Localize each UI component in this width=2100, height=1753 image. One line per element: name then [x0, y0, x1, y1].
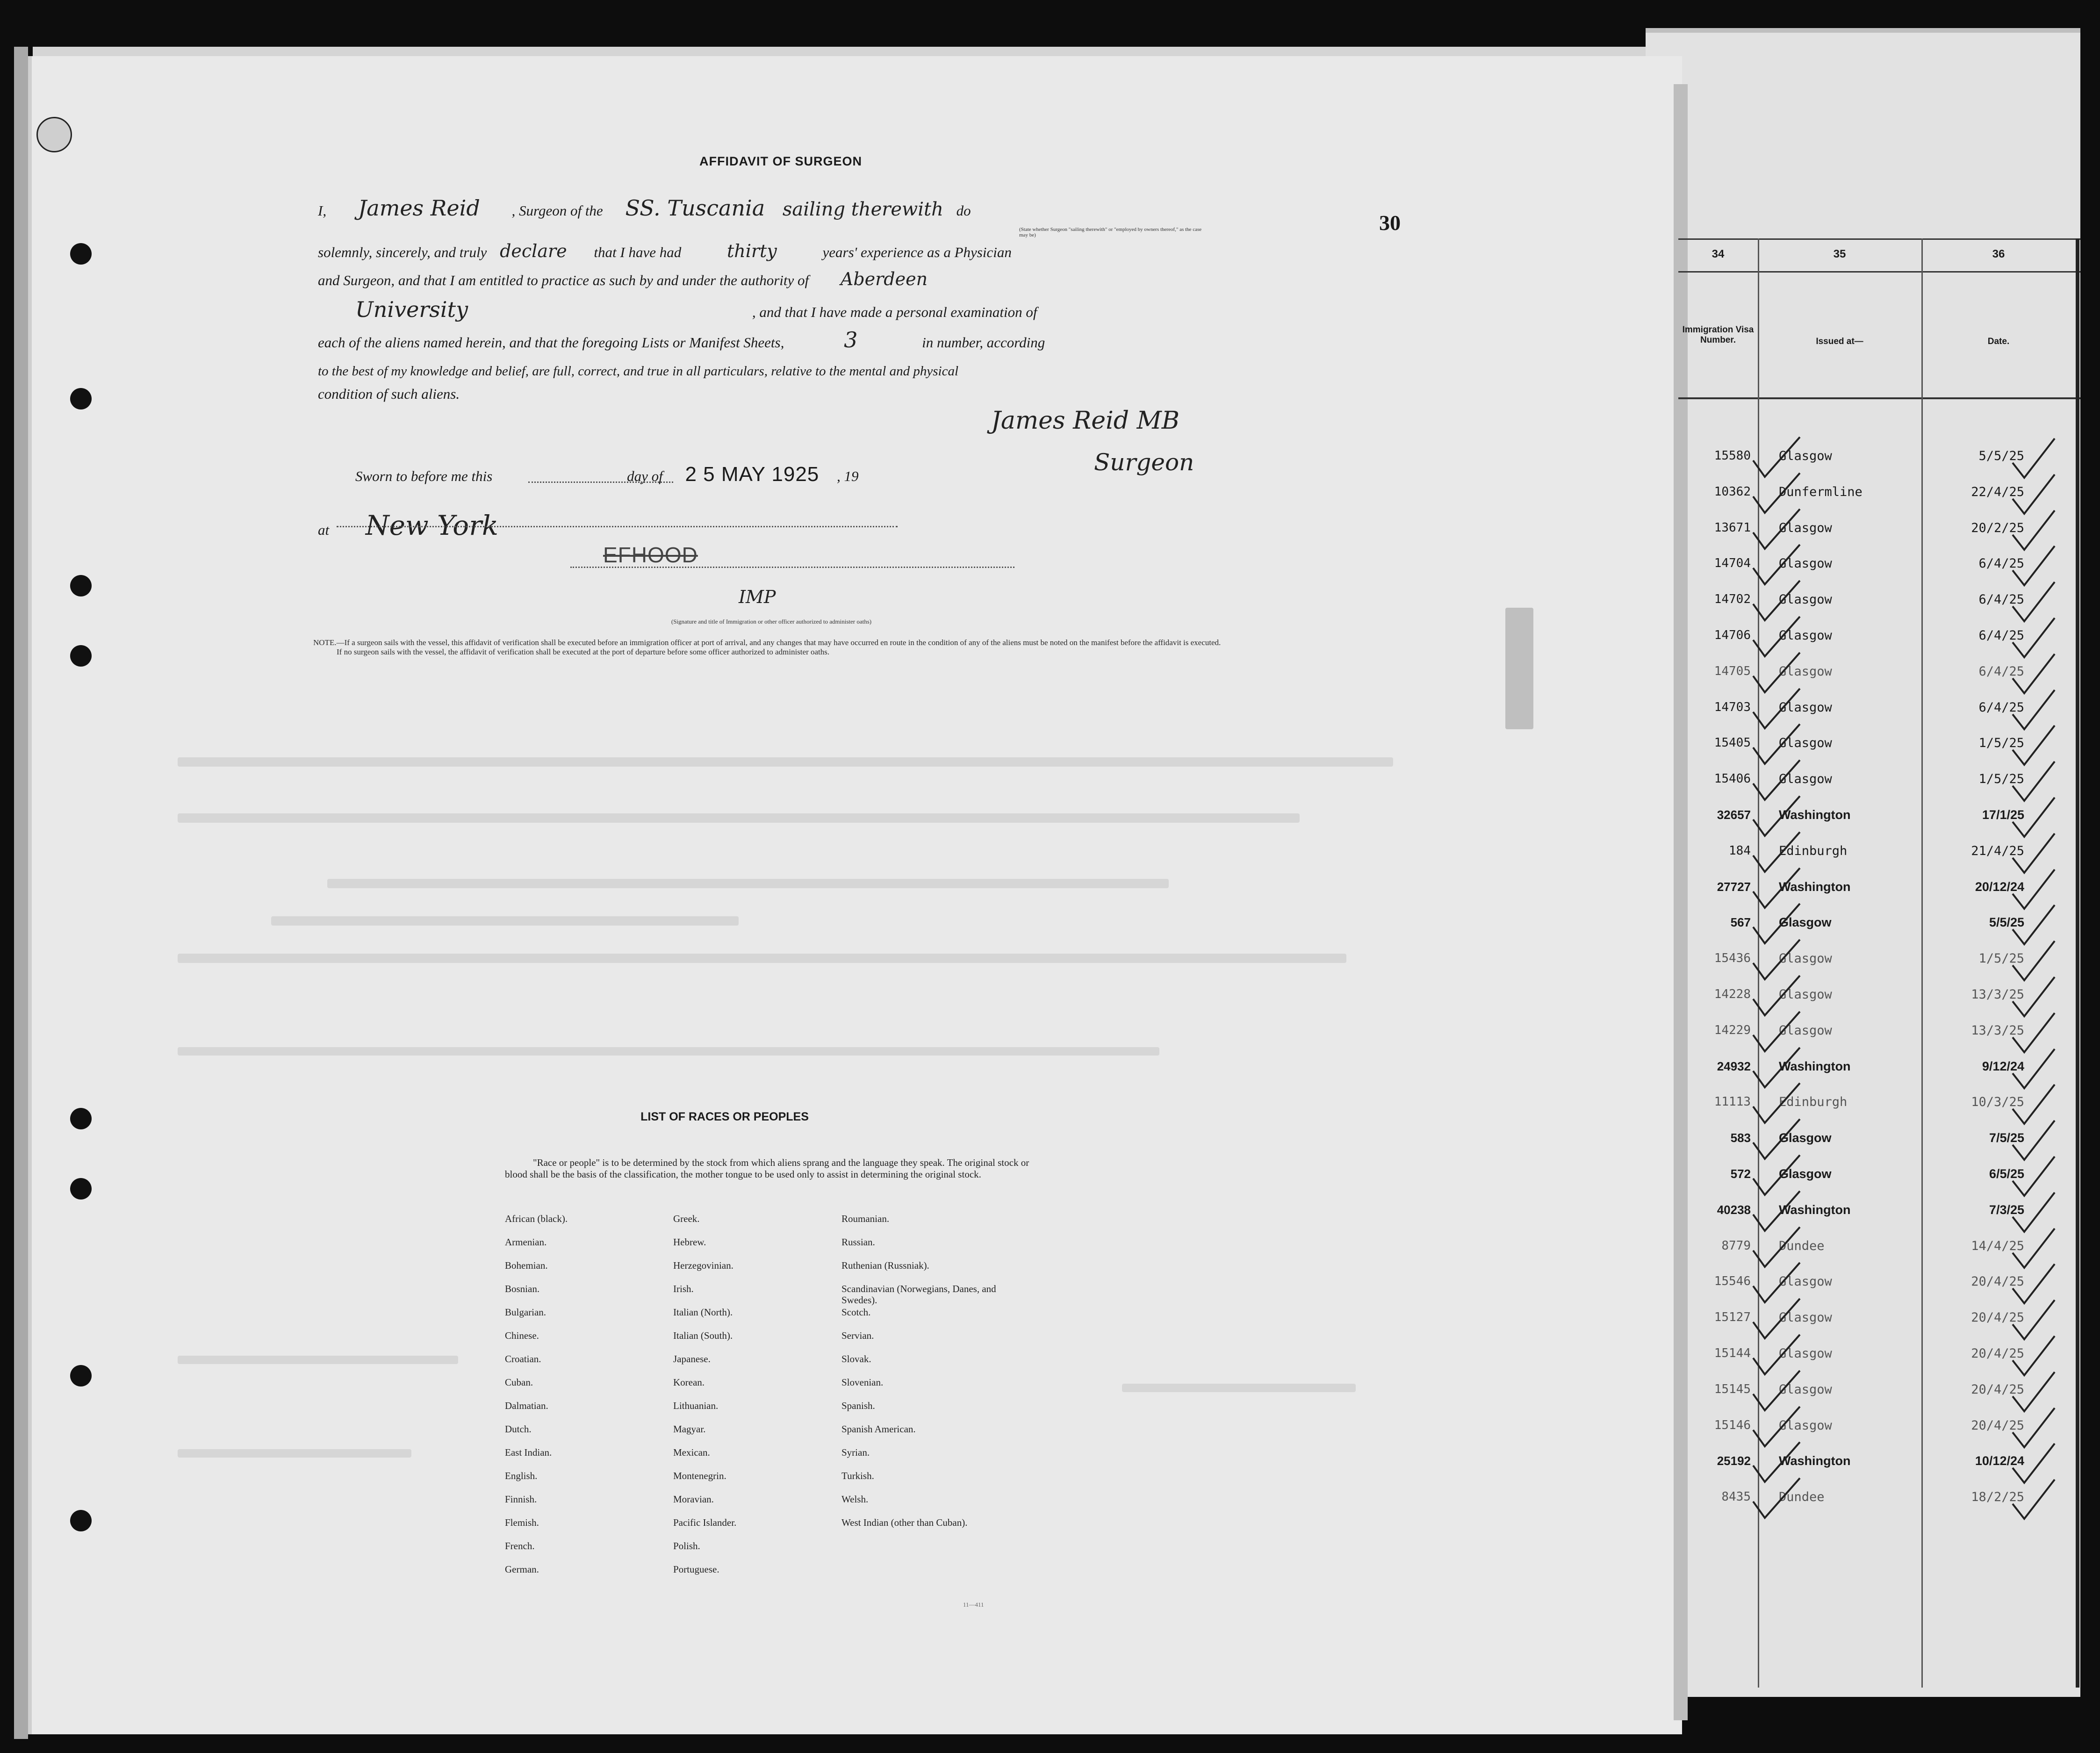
cell-issued: Glasgow — [1779, 700, 1832, 715]
cell-issued: Dunfermline — [1779, 485, 1863, 499]
bleed-through — [178, 1047, 1159, 1056]
cell-issued: Glasgow — [1779, 592, 1832, 607]
cell-issued: Glasgow — [1779, 736, 1832, 750]
cell-date: 1/5/25 — [1978, 736, 2024, 750]
affidavit-text: , 19 — [837, 468, 859, 484]
punch-hole — [70, 1510, 92, 1531]
table-row — [1678, 521, 2080, 556]
cell-date: 13/3/25 — [1971, 1023, 2024, 1038]
cell-visa: 15405 — [1714, 736, 1751, 750]
affidavit-text: Sworn to before me this — [355, 468, 493, 484]
races-column-3 — [841, 1213, 1028, 1540]
cell-date: 18/2/25 — [1971, 1490, 2024, 1504]
bleed-through — [178, 1449, 411, 1458]
race-entry: Italian (North). — [673, 1307, 733, 1318]
race-entry: Spanish American. — [841, 1423, 916, 1435]
cell-issued: Glasgow — [1779, 951, 1832, 966]
cell-visa: 15146 — [1714, 1418, 1751, 1432]
table-row — [1678, 844, 2080, 879]
table-row — [1678, 772, 2080, 807]
column-number: 36 — [1992, 248, 2005, 260]
affidavit-text: years' experience as a Physician — [822, 244, 1012, 260]
race-entry: Finnish. — [505, 1494, 537, 1505]
table-row — [1678, 1203, 2080, 1238]
affidavit-note — [313, 638, 1225, 657]
table-row — [1678, 1239, 2080, 1274]
cell-visa: 14229 — [1714, 1023, 1751, 1037]
cell-issued: Edinburgh — [1779, 1095, 1848, 1109]
punch-hole — [70, 1108, 92, 1129]
cell-issued: Dundee — [1779, 1490, 1825, 1504]
cell-visa: 15546 — [1714, 1274, 1751, 1288]
bleed-through — [178, 1356, 458, 1364]
race-entry: Bulgarian. — [505, 1307, 547, 1318]
affidavit-line-1 — [318, 195, 971, 221]
table-row — [1678, 915, 2080, 951]
cell-issued: Glasgow — [1779, 915, 1832, 929]
cell-visa: 14228 — [1714, 987, 1751, 1001]
vessel-name: SS. Tuscania — [625, 195, 765, 221]
cell-issued: Glasgow — [1779, 1418, 1832, 1433]
bleed-through — [1122, 1384, 1356, 1392]
affidavit-line-4 — [318, 297, 1037, 322]
table-row — [1678, 987, 2080, 1023]
cell-issued: Washington — [1779, 808, 1851, 822]
cell-visa: 15436 — [1714, 951, 1751, 965]
race-entry: Lithuanian. — [673, 1400, 719, 1411]
note-paragraph: NOTE.—If a surgeon sails with the vessel, this affidavit of verification shall be executed before an immigration officer at port of arrival, and any changes that may have occurred en route in the condition of any of the aliens must be noted on the manifest before the affidavit is executed. — [313, 638, 1221, 647]
cell-visa: 24932 — [1717, 1059, 1751, 1073]
race-entry: Ruthenian (Russniak). — [841, 1260, 929, 1271]
cell-date: 6/4/25 — [1978, 700, 2024, 715]
table-row — [1678, 1274, 2080, 1310]
cell-date: 20/4/25 — [1971, 1382, 2024, 1397]
column-header-visa: Immigration Visa Number. — [1682, 325, 1754, 345]
punch-hole — [70, 1178, 92, 1200]
race-entry: Mexican. — [673, 1447, 710, 1458]
race-entry: Chinese. — [505, 1330, 539, 1341]
cell-date: 17/1/25 — [1982, 808, 2024, 822]
bleed-through — [178, 954, 1346, 963]
race-entry: Italian (South). — [673, 1330, 733, 1341]
race-entry: Korean. — [673, 1377, 705, 1388]
cell-date: 21/4/25 — [1971, 844, 2024, 858]
race-entry: Japanese. — [673, 1353, 711, 1365]
cell-date: 20/12/24 — [1975, 880, 2024, 894]
table-row — [1678, 1167, 2080, 1202]
cell-visa: 567 — [1730, 915, 1751, 929]
cell-visa: 15580 — [1714, 449, 1751, 463]
officer-mark: IMP — [739, 587, 776, 607]
cell-visa: 8435 — [1721, 1490, 1751, 1504]
race-entry: Bohemian. — [505, 1260, 548, 1271]
races-column-2 — [673, 1213, 841, 1587]
race-entry: English. — [505, 1470, 538, 1481]
table-row — [1678, 664, 2080, 700]
at-line — [318, 510, 498, 541]
bleed-through — [1505, 608, 1533, 729]
table-row — [1678, 808, 2080, 843]
table-row — [1678, 700, 2080, 736]
cell-date: 10/3/25 — [1971, 1095, 2024, 1109]
cell-issued: Glasgow — [1779, 1167, 1832, 1181]
cell-visa: 40238 — [1717, 1203, 1751, 1217]
authority-name: Aberdeen — [840, 269, 928, 289]
table-row — [1678, 1490, 2080, 1525]
affidavit-text: in number, according — [922, 334, 1045, 351]
table-header-rule — [1678, 397, 2080, 399]
cell-issued: Glasgow — [1779, 987, 1832, 1002]
cell-date: 6/4/25 — [1978, 664, 2024, 679]
race-entry: West Indian (other than Cuban). — [841, 1517, 968, 1528]
table-row — [1678, 736, 2080, 771]
officer-line — [570, 567, 1014, 568]
race-entry: Bosnian. — [505, 1283, 540, 1294]
table-row — [1678, 449, 2080, 484]
race-entry: Scandinavian (Norwegians, Danes, and Swedes). — [841, 1283, 996, 1306]
race-entry: Turkish. — [841, 1470, 874, 1481]
race-entry: Servian. — [841, 1330, 874, 1341]
table-row — [1678, 1454, 2080, 1489]
cell-date: 1/5/25 — [1978, 951, 2024, 966]
declare-word: declare — [500, 241, 567, 261]
cell-issued: Glasgow — [1779, 1023, 1832, 1038]
cell-date: 20/4/25 — [1971, 1274, 2024, 1289]
cell-visa: 13671 — [1714, 521, 1751, 535]
cell-issued: Glasgow — [1779, 449, 1832, 463]
race-entry: German. — [505, 1564, 539, 1575]
vessel-sailing-note: sailing therewith — [782, 199, 943, 220]
surgeon-name: James Reid — [358, 195, 480, 221]
race-entry: Montenegrin. — [673, 1470, 726, 1481]
years-experience: thirty — [726, 241, 777, 261]
punch-hole — [36, 117, 72, 152]
table-row — [1678, 1131, 2080, 1166]
vessel-instruction-note: (State whether Surgeon "sailing therewith" or "employed by owners thereof," as the case may be) — [1019, 227, 1202, 238]
cell-visa: 184 — [1729, 844, 1751, 858]
punch-hole — [70, 1365, 92, 1387]
table-row — [1678, 1346, 2080, 1382]
cell-visa: 14706 — [1714, 628, 1751, 642]
races-intro: "Race or people" is to be determined by the stock from which aliens sprang and the language they speak. The original stock or blood shall be the basis of the classification, the mother tongue to be used only to assist in determining the original stock. — [505, 1157, 1029, 1180]
cell-issued: Glasgow — [1779, 1131, 1832, 1145]
sworn-dots — [528, 481, 673, 483]
cell-issued: Glasgow — [1779, 1346, 1832, 1361]
cell-visa: 14705 — [1714, 664, 1751, 678]
race-entry: Armenian. — [505, 1236, 547, 1248]
race-entry: Magyar. — [673, 1423, 706, 1435]
race-entry: Syrian. — [841, 1447, 870, 1458]
cell-issued: Glasgow — [1779, 521, 1832, 535]
affidavit-text: and Surgeon, and that I am entitled to practice as such by and under the authority of — [318, 272, 809, 288]
race-entry: Slovak. — [841, 1353, 871, 1365]
races-column-1 — [505, 1213, 673, 1587]
affidavit-text: solemnly, sincerely, and truly — [318, 244, 487, 260]
cell-visa: 15145 — [1714, 1382, 1751, 1396]
cell-issued: Glasgow — [1779, 772, 1832, 786]
surgeon-signature-title: Surgeon — [1094, 449, 1194, 476]
cell-visa: 25192 — [1717, 1454, 1751, 1468]
cell-date: 7/3/25 — [1989, 1203, 2024, 1217]
race-entry: Scotch. — [841, 1307, 871, 1318]
cell-issued: Washington — [1779, 1059, 1851, 1073]
officer-initials-stamp: EFHOOD — [603, 543, 698, 567]
affidavit-line-2 — [318, 241, 1012, 261]
sheets-count: 3 — [844, 327, 858, 352]
race-entry: African (black). — [505, 1213, 568, 1224]
cell-visa: 14703 — [1714, 700, 1751, 714]
punch-hole — [70, 645, 92, 667]
affidavit-text: at — [318, 522, 330, 538]
cell-issued: Glasgow — [1779, 1310, 1832, 1325]
race-entry: Spanish. — [841, 1400, 875, 1411]
cell-issued: Glasgow — [1779, 556, 1832, 571]
cell-visa: 15406 — [1714, 772, 1751, 786]
page-edge — [14, 47, 28, 1739]
affidavit-text: do — [956, 202, 971, 219]
table-row — [1678, 485, 2080, 520]
cell-visa: 583 — [1730, 1131, 1751, 1145]
affidavit-line-3 — [318, 269, 928, 289]
cell-visa: 27727 — [1717, 880, 1751, 894]
column-number: 35 — [1833, 248, 1846, 260]
page-number: 30 — [1379, 211, 1401, 235]
punch-hole — [70, 388, 92, 410]
cell-date: 20/2/25 — [1971, 521, 2024, 535]
cell-issued: Washington — [1779, 1203, 1851, 1217]
table-row — [1678, 1310, 2080, 1346]
affidavit-line-6: to the best of my knowledge and belief, are full, correct, and true in all particulars, relative to the mental and physical — [318, 364, 959, 379]
race-entry: Moravian. — [673, 1494, 714, 1505]
affidavit-text: each of the aliens named herein, and that the foregoing Lists or Manifest Sheets, — [318, 334, 784, 351]
affidavit-title: AFFIDAVIT OF SURGEON — [699, 154, 862, 168]
race-entry: Dalmatian. — [505, 1400, 548, 1411]
race-entry: Slovenian. — [841, 1377, 884, 1388]
bleed-through — [327, 879, 1169, 888]
punch-hole — [70, 243, 92, 265]
table-row — [1678, 628, 2080, 664]
note-paragraph: If no surgeon sails with the vessel, the affidavit of verification shall be executed at the port of departure before some officer authorized to administer oaths. — [337, 647, 830, 656]
column-header-date: Date. — [1987, 337, 2010, 346]
bleed-through — [271, 916, 739, 926]
cell-visa: 15144 — [1714, 1346, 1751, 1360]
table-row — [1678, 556, 2080, 592]
cell-visa: 32657 — [1717, 808, 1751, 822]
cell-date: 7/5/25 — [1989, 1131, 2024, 1145]
cell-date: 1/5/25 — [1978, 772, 2024, 786]
at-line-dots — [337, 526, 898, 527]
table-row — [1678, 1059, 2080, 1095]
race-entry: Portuguese. — [673, 1564, 719, 1575]
cell-issued: Glasgow — [1779, 1382, 1832, 1397]
authority-name-2: University — [355, 297, 468, 322]
race-entry: Cuban. — [505, 1377, 533, 1388]
race-entry: Greek. — [673, 1213, 700, 1224]
table-row — [1678, 592, 2080, 628]
cell-date: 20/4/25 — [1971, 1418, 2024, 1433]
cell-date: 5/5/25 — [1989, 915, 2024, 929]
cell-date: 10/12/24 — [1975, 1454, 2024, 1468]
cell-visa: 572 — [1730, 1167, 1751, 1181]
race-entry: Irish. — [673, 1283, 694, 1294]
cell-issued: Glasgow — [1779, 628, 1832, 643]
cell-date: 5/5/25 — [1978, 449, 2024, 463]
affidavit-line-5 — [318, 327, 1045, 352]
cell-date: 20/4/25 — [1971, 1310, 2024, 1325]
race-entry: Dutch. — [505, 1423, 532, 1435]
cell-date: 6/4/25 — [1978, 628, 2024, 643]
race-entry: Welsh. — [841, 1494, 869, 1505]
race-entry: East Indian. — [505, 1447, 552, 1458]
table-row — [1678, 1095, 2080, 1130]
cell-issued: Washington — [1779, 1454, 1851, 1468]
cell-issued: Edinburgh — [1779, 844, 1848, 858]
race-entry: Russian. — [841, 1236, 875, 1248]
cell-date: 6/4/25 — [1978, 556, 2024, 571]
cell-issued: Glasgow — [1779, 1274, 1832, 1289]
affidavit-text: , Surgeon of the — [511, 202, 603, 219]
races-title: LIST OF RACES OR PEOPLES — [640, 1110, 809, 1123]
cell-date: 13/3/25 — [1971, 987, 2024, 1002]
affidavit-text: that I have had — [594, 244, 682, 260]
cell-date: 6/4/25 — [1978, 592, 2024, 607]
punch-hole — [70, 575, 92, 596]
race-entry: Flemish. — [505, 1517, 539, 1528]
cell-issued: Washington — [1779, 880, 1851, 894]
cell-visa: 11113 — [1714, 1095, 1751, 1109]
cell-date: 6/5/25 — [1989, 1167, 2024, 1181]
cell-visa: 15127 — [1714, 1310, 1751, 1324]
stamp-date: 2 5 MAY 1925 — [685, 463, 820, 486]
affidavit-text: , and that I have made a personal examination of — [752, 304, 1037, 320]
race-entry: Polish. — [673, 1540, 700, 1552]
cell-visa: 8779 — [1721, 1239, 1751, 1253]
form-code: 11—411 — [963, 1601, 984, 1608]
race-entry: Pacific Islander. — [673, 1517, 737, 1528]
affidavit-line-7: condition of such aliens. — [318, 386, 460, 402]
cell-date: 14/4/25 — [1971, 1239, 2024, 1253]
column-number: 34 — [1712, 248, 1725, 260]
cell-issued: Glasgow — [1779, 664, 1832, 679]
cell-date: 22/4/25 — [1971, 485, 2024, 499]
column-header-issued: Issued at— — [1816, 337, 1863, 346]
sworn-place: New York — [365, 510, 499, 541]
table-header-rule — [1678, 271, 2080, 273]
race-entry: Hebrew. — [673, 1236, 706, 1248]
table-row — [1678, 1418, 2080, 1454]
cell-visa: 10362 — [1714, 485, 1751, 499]
cell-issued: Dundee — [1779, 1239, 1825, 1253]
affidavit-text: I, — [318, 202, 327, 219]
cell-visa: 14702 — [1714, 592, 1751, 606]
race-entry: Roumanian. — [841, 1213, 890, 1224]
cell-visa: 14704 — [1714, 556, 1751, 570]
race-entry: Herzegovinian. — [673, 1260, 734, 1271]
bleed-through — [178, 757, 1393, 767]
bleed-through — [178, 813, 1300, 823]
cell-date: 9/12/24 — [1982, 1059, 2024, 1073]
race-entry: Croatian. — [505, 1353, 541, 1365]
table-row — [1678, 880, 2080, 915]
table-row — [1678, 1382, 2080, 1418]
affidavit-text: day of — [627, 468, 663, 484]
surgeon-signature: James Reid MB — [991, 407, 1179, 435]
table-top-rule — [1678, 238, 2080, 240]
cell-date: 20/4/25 — [1971, 1346, 2024, 1361]
race-entry: French. — [505, 1540, 535, 1552]
table-row — [1678, 1023, 2080, 1059]
table-row — [1678, 951, 2080, 987]
officer-caption: (Signature and title of Immigration or other officer authorized to administer oaths) — [671, 618, 872, 625]
